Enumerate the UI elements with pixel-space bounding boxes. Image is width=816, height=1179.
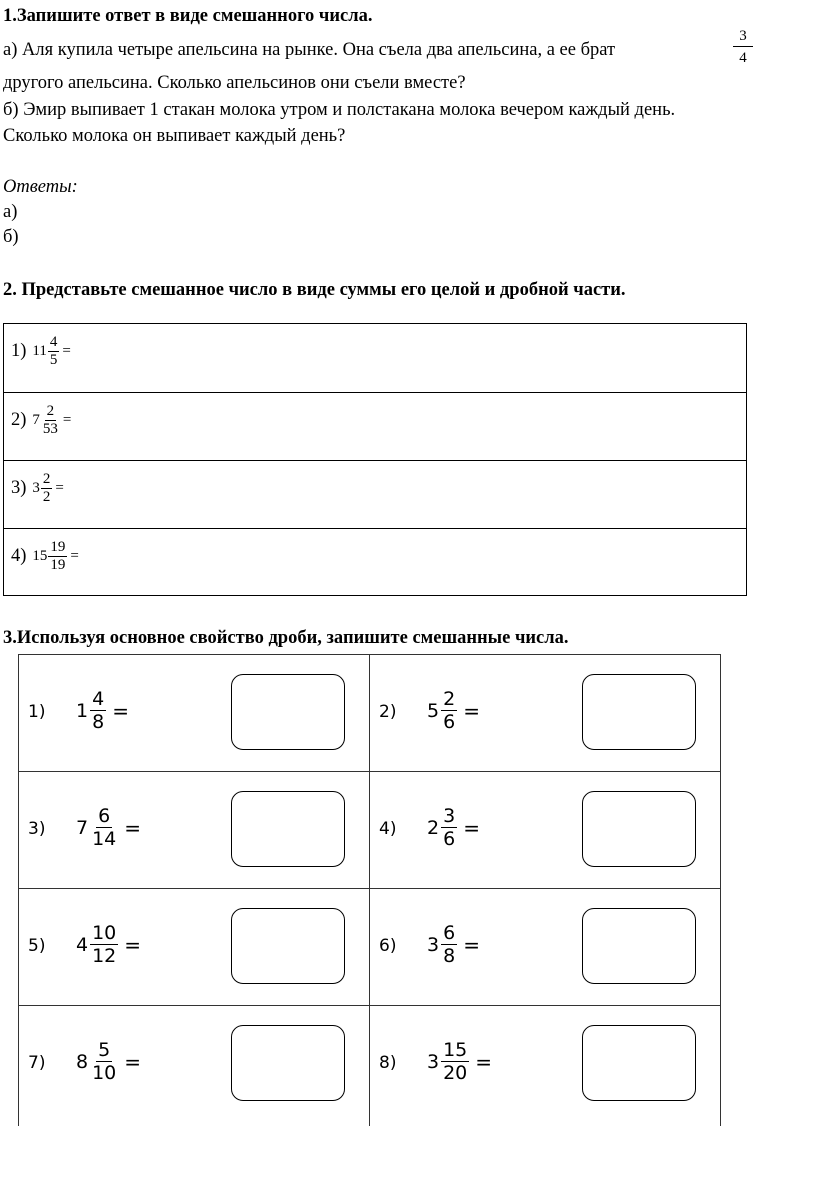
table-row [4, 528, 746, 596]
whole-part: 7 [32, 412, 40, 428]
mixed-number [427, 688, 480, 733]
table-border [720, 654, 721, 1126]
whole-part: 8 [76, 1050, 89, 1073]
task3-cell [369, 654, 720, 771]
equals-sign: = [112, 698, 129, 723]
item-number: 1) [11, 341, 27, 361]
task2-cell [11, 334, 71, 369]
task1-b-line1: б) Эмир выпивает 1 стакан молока утром и полстакана молока вечером каждый день. [3, 100, 676, 120]
task3-table [18, 654, 721, 1126]
task2-title: 2. Представьте смешанное число в виде суммы его целой и дробной части. [3, 280, 626, 300]
fraction-denominator: 14 [92, 828, 117, 850]
answer-b-label: б) [3, 227, 19, 247]
mixed-number [76, 1039, 141, 1084]
equals-sign: = [124, 815, 142, 840]
task3-cell [369, 1005, 720, 1122]
fraction [41, 403, 60, 438]
whole-part: 3 [427, 1050, 440, 1073]
item-number: 8) [379, 1053, 397, 1073]
task1-title: 1.Запишите ответ в виде смешанного числа. [3, 6, 373, 26]
task3-cell [18, 888, 369, 1005]
equals-sign: = [62, 412, 72, 428]
mixed-number [427, 805, 480, 850]
fraction-denominator: 8 [92, 711, 105, 733]
item-number: 3) [11, 478, 27, 498]
fraction-numerator: 10 [92, 922, 117, 944]
fraction [441, 688, 457, 733]
fraction [441, 805, 457, 850]
mixed-number [32, 539, 78, 574]
equals-sign: = [463, 698, 480, 723]
equals-sign: = [124, 1049, 142, 1074]
fraction-denominator: 6 [443, 711, 456, 733]
task2-table [3, 323, 747, 596]
fraction-numerator: 15 [443, 1039, 468, 1061]
fraction [441, 922, 457, 967]
answer-box[interactable] [582, 791, 696, 867]
item-number: 1) [28, 702, 46, 722]
fraction-numerator: 6 [98, 805, 111, 827]
answer-a-label: а) [3, 202, 18, 222]
fraction-numerator: 3 [443, 805, 456, 827]
mixed-number [427, 1039, 492, 1084]
task3-cell [369, 888, 720, 1005]
task3-cell [369, 771, 720, 888]
item-number: 2) [379, 702, 397, 722]
whole-part: 11 [32, 343, 47, 359]
whole-part: 5 [427, 699, 440, 722]
item-number: 2) [11, 410, 27, 430]
fraction-denominator: 10 [92, 1062, 117, 1084]
mixed-number [76, 922, 141, 967]
fraction-denominator: 12 [92, 945, 117, 967]
task1-a-line2: другого апельсина. Сколько апельсинов они съели вместе? [3, 73, 466, 93]
whole-part: 2 [427, 816, 440, 839]
whole-part: 15 [32, 548, 48, 564]
whole-part: 3 [427, 933, 440, 956]
task1-a-fraction [733, 27, 753, 67]
task2-cell [11, 403, 71, 438]
equals-sign: = [463, 815, 480, 840]
answer-box[interactable] [231, 674, 345, 750]
fraction [441, 1039, 469, 1084]
equals-sign: = [70, 548, 79, 564]
table-row [4, 392, 746, 460]
equals-sign: = [463, 932, 480, 957]
answer-box[interactable] [231, 791, 345, 867]
fraction-denominator: 20 [443, 1062, 468, 1084]
task1-a-line1: а) Аля купила четыре апельсина на рынке. Она съела два апельсина, а ее брат [3, 40, 616, 60]
fraction-numerator: 4 [49, 334, 58, 350]
fraction-numerator: 2 [443, 688, 456, 710]
whole-part: 7 [76, 816, 89, 839]
fraction-numerator: 3 [733, 27, 753, 47]
item-number: 6) [379, 936, 397, 956]
task3-cell [18, 654, 369, 771]
answer-box[interactable] [582, 1025, 696, 1101]
mixed-number [427, 922, 480, 967]
whole-part: 3 [32, 480, 40, 496]
item-number: 5) [28, 936, 46, 956]
mixed-number [76, 805, 141, 850]
fraction-numerator: 5 [98, 1039, 111, 1061]
task3-cell [18, 771, 369, 888]
mixed-number [32, 334, 70, 369]
equals-sign: = [55, 480, 64, 496]
answer-box[interactable] [582, 674, 696, 750]
fraction [90, 688, 106, 733]
fraction [90, 805, 118, 850]
equals-sign: = [475, 1049, 493, 1074]
table-row [4, 460, 746, 528]
answers-label: Ответы: [3, 177, 78, 197]
task1-b-line2: Сколько молока он выпивает каждый день? [3, 126, 346, 146]
item-number: 4) [379, 819, 397, 839]
fraction-denominator: 5 [49, 352, 58, 368]
whole-part: 1 [76, 699, 89, 722]
fraction-denominator: 2 [42, 489, 51, 505]
answer-box[interactable] [582, 908, 696, 984]
fraction-numerator: 2 [42, 471, 51, 487]
fraction [48, 334, 60, 369]
fraction [41, 471, 53, 506]
fraction-numerator: 2 [46, 403, 55, 419]
mixed-number [76, 688, 129, 733]
fraction-denominator: 19 [50, 557, 66, 573]
task3-title: 3.Используя основное свойство дроби, запишите смешанные числа. [3, 628, 569, 648]
task2-cell [11, 471, 64, 506]
task3-cell [18, 1005, 369, 1122]
fraction [90, 1039, 118, 1084]
item-number: 4) [11, 546, 27, 566]
fraction [48, 539, 67, 574]
fraction-numerator: 19 [50, 539, 66, 555]
fraction-numerator: 6 [443, 922, 456, 944]
item-number: 7) [28, 1053, 46, 1073]
task2-cell [11, 539, 79, 574]
equals-sign: = [62, 343, 71, 359]
fraction-denominator: 53 [42, 421, 58, 437]
item-number: 3) [28, 819, 46, 839]
mixed-number [32, 403, 71, 438]
fraction-denominator: 6 [443, 828, 456, 850]
equals-sign: = [124, 932, 142, 957]
fraction-denominator: 4 [739, 50, 747, 66]
answer-box[interactable] [231, 1025, 345, 1101]
whole-part: 4 [76, 933, 89, 956]
mixed-number [32, 471, 63, 506]
fraction-numerator: 4 [92, 688, 105, 710]
fraction-denominator: 8 [443, 945, 456, 967]
table-row [4, 324, 746, 392]
fraction [90, 922, 118, 967]
answer-box[interactable] [231, 908, 345, 984]
